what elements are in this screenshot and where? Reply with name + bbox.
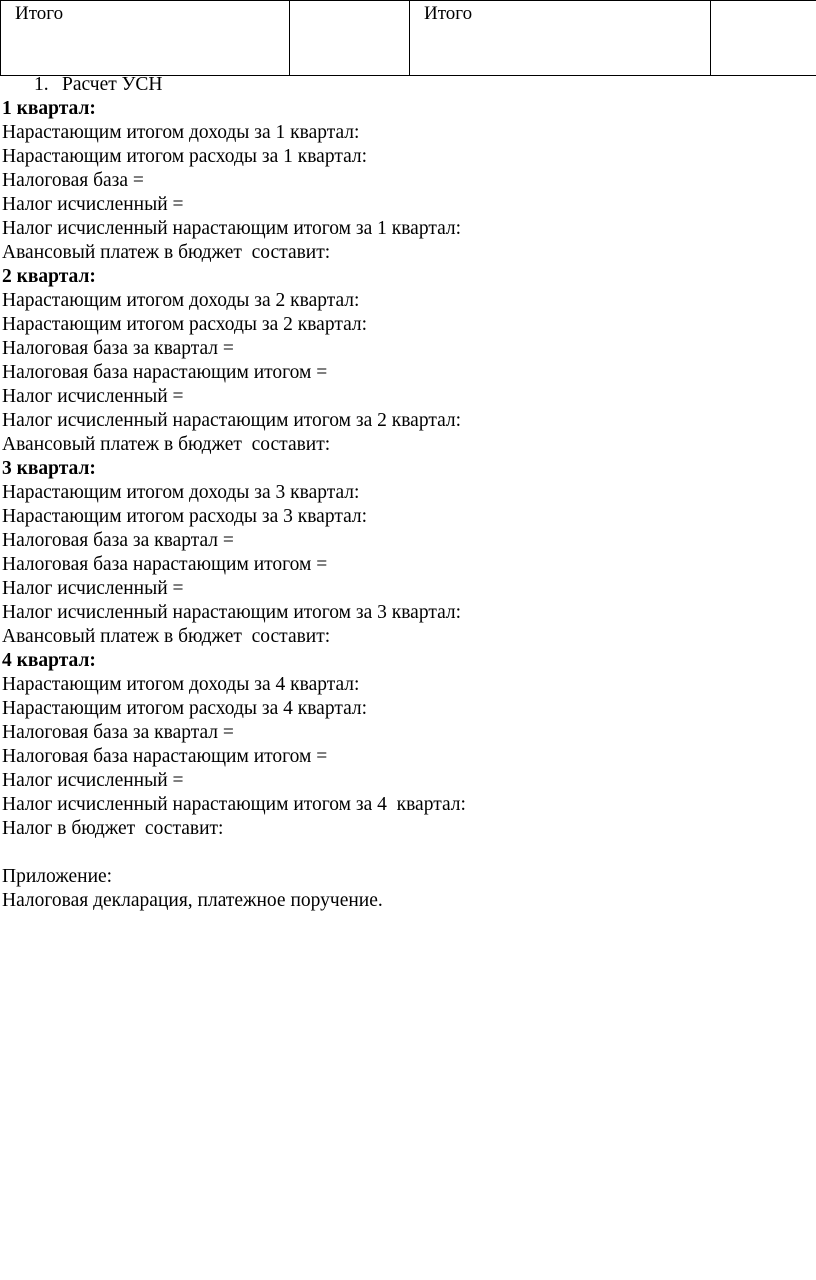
- section-number: 1.: [34, 74, 49, 95]
- q2-tax-cumulative-line: Налог исчисленный нарастающим итогом за 2 квартал:: [2, 410, 462, 431]
- quarter-3-heading: 3 квартал:: [2, 458, 96, 479]
- q3-tax-base-cumulative-line: Налоговая база нарастающим итогом =: [2, 554, 328, 575]
- table-cell-total-label-1: Итого: [1, 1, 290, 76]
- section-heading: [2, 73, 812, 97]
- q2-tax-base-quarter-line: Налоговая база за квартал =: [2, 338, 234, 359]
- q3-tax-base-quarter-line: Налоговая база за квартал =: [2, 530, 234, 551]
- quarter-4-heading: 4 квартал:: [2, 650, 96, 671]
- q3-expenses-line: Нарастающим итогом расходы за 3 квартал:: [2, 506, 368, 527]
- quarter-2-heading: 2 квартал:: [2, 266, 96, 287]
- q4-tax-cumulative-line: Налог исчисленный нарастающим итогом за 4 квартал:: [2, 794, 466, 815]
- q4-tax-payment-line: Налог в бюджет составит:: [2, 818, 224, 839]
- table-cell-total-value-2: [711, 1, 816, 76]
- document-body: [2, 73, 812, 913]
- spacer: [2, 841, 812, 865]
- q2-expenses-line: Нарастающим итогом расходы за 2 квартал:: [2, 314, 368, 335]
- q1-income-line: Нарастающим итогом доходы за 1 квартал:: [2, 122, 360, 143]
- q4-tax-calculated-line: Налог исчисленный =: [2, 770, 184, 791]
- q2-tax-base-cumulative-line: Налоговая база нарастающим итогом =: [2, 362, 328, 383]
- q1-tax-base-line: Налоговая база =: [2, 170, 144, 191]
- table-cell-total-value-1: [290, 1, 410, 76]
- q4-income-line: Нарастающим итогом доходы за 4 квартал:: [2, 674, 360, 695]
- q4-tax-base-cumulative-line: Налоговая база нарастающим итогом =: [2, 746, 328, 767]
- q4-expenses-line: Нарастающим итогом расходы за 4 квартал:: [2, 698, 368, 719]
- table-cell-total-label-2: Итого: [410, 1, 711, 76]
- q3-tax-calculated-line: Налог исчисленный =: [2, 578, 184, 599]
- q2-income-line: Нарастающим итогом доходы за 2 квартал:: [2, 290, 360, 311]
- q1-advance-payment-line: Авансовый платеж в бюджет составит:: [2, 242, 331, 263]
- q2-advance-payment-line: Авансовый платеж в бюджет составит:: [2, 434, 331, 455]
- q2-tax-calculated-line: Налог исчисленный =: [2, 386, 184, 407]
- appendix-label: Приложение:: [2, 866, 113, 887]
- q3-tax-cumulative-line: Налог исчисленный нарастающим итогом за 3 квартал:: [2, 602, 462, 623]
- q3-income-line: Нарастающим итогом доходы за 3 квартал:: [2, 482, 360, 503]
- q4-tax-base-quarter-line: Налоговая база за квартал =: [2, 722, 234, 743]
- summary-table: [0, 0, 816, 76]
- q1-tax-calculated-line: Налог исчисленный =: [2, 194, 184, 215]
- table-row: [1, 1, 816, 76]
- q1-expenses-line: Нарастающим итогом расходы за 1 квартал:: [2, 146, 368, 167]
- quarter-1-heading: 1 квартал:: [2, 98, 96, 119]
- q3-advance-payment-line: Авансовый платеж в бюджет составит:: [2, 626, 331, 647]
- q1-tax-cumulative-line: Налог исчисленный нарастающим итогом за 1 квартал:: [2, 218, 462, 239]
- section-title: Расчет УСН: [62, 74, 163, 95]
- appendix-text: Налоговая декларация, платежное поручение.: [2, 890, 383, 911]
